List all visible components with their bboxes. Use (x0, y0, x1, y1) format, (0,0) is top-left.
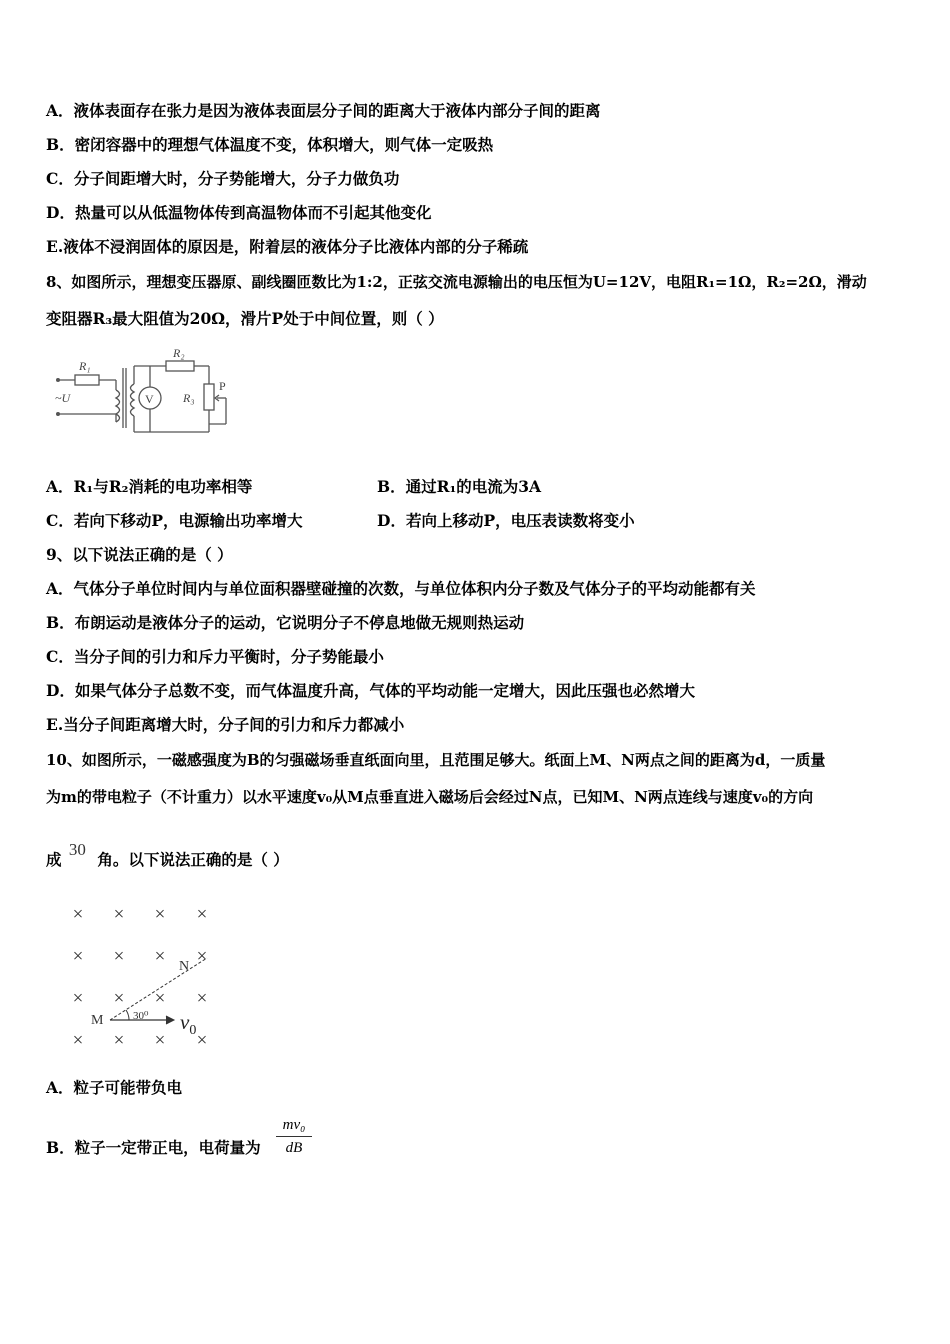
q8-circuit-figure (50, 344, 240, 436)
q9-stem: 9、以下说法正确的是（ ） (46, 545, 233, 564)
q8-stem-line1: 8、如图所示，理想变压器原、副线圈匝数比为1:2，正弦交流电源输出的电压恒为U=12V，电阻R₁=1Ω，R₂=2Ω，滑动 (46, 273, 867, 291)
label-r1: R₁ (79, 359, 91, 373)
field-cross: × (154, 1030, 166, 1051)
field-cross: × (196, 988, 208, 1009)
q10-magnetic-field-figure (64, 898, 224, 1054)
q9-option-a: A．气体分子单位时间内与单位面积器壁碰撞的次数，与单位体积内分子数及气体分子的平均动能都有关 (46, 579, 756, 598)
q9-option-c: C．当分子间的引力和斥力平衡时，分子势能最小 (46, 647, 384, 666)
q7-option-a: A．液体表面存在张力是因为液体表面层分子间的距离大于液体内部分子间的距离 (46, 101, 601, 120)
voltmeter-label: V (145, 392, 154, 406)
field-cross: × (72, 946, 84, 967)
field-cross: × (113, 946, 125, 967)
field-cross: × (196, 1030, 208, 1051)
q8-option-b: B．通过R₁的电流为3A (377, 477, 542, 496)
q7-option-b: B．密闭容器中的理想气体温度不变，体积增大，则气体一定吸热 (46, 135, 494, 154)
field-cross: × (113, 988, 125, 1009)
label-m: M (91, 1013, 104, 1028)
field-cross: × (113, 1030, 125, 1051)
field-cross: × (154, 946, 166, 967)
fraction-numerator: mv₀ (282, 1117, 306, 1133)
field-cross: × (113, 904, 125, 925)
label-u: ~U (55, 391, 71, 405)
fraction-denominator: dB (285, 1140, 303, 1156)
q10-stem-line2: 为m的带电粒子（不计重力）以水平速度v₀从M点垂直进入磁场后会经过N点，已知M、N两点连线与速度v₀的方向 (46, 788, 814, 806)
q7-option-e: E.液体不浸润固体的原因是，附着层的液体分子比液体内部的分子稀疏 (46, 237, 529, 256)
q8-option-d: D．若向上移动P，电压表读数将变小 (377, 511, 635, 530)
q8-stem-line2: 变阻器R₃最大阻值为20Ω，滑片P处于中间位置，则（ ） (46, 309, 444, 328)
label-r3: R₃ (183, 391, 195, 405)
q8-option-c: C．若向下移动P，电源输出功率增大 (46, 511, 303, 530)
angle-label: 30⁰ (133, 1010, 149, 1022)
field-cross: × (196, 946, 208, 967)
field-cross: × (72, 1030, 84, 1051)
q7-option-c: C．分子间距增大时，分子势能增大，分子力做负功 (46, 169, 400, 188)
q9-option-b: B．布朗运动是液体分子的运动，它说明分子不停息地做无规则热运动 (46, 613, 525, 632)
label-p: P (219, 379, 226, 393)
q10-option-b: B．粒子一定带正电，电荷量为 (46, 1138, 261, 1157)
field-cross: × (196, 904, 208, 925)
q8-option-a: A．R₁与R₂消耗的电功率相等 (46, 477, 253, 496)
q10-stem-line3-pre: 成 (46, 850, 62, 869)
label-n: N (179, 959, 190, 974)
field-cross: × (154, 988, 166, 1009)
q7-option-d: D．热量可以从低温物体传到高温物体而不引起其他变化 (46, 203, 432, 222)
q10-option-a: A．粒子可能带负电 (46, 1078, 183, 1097)
angle-superscript: 30 (68, 840, 86, 859)
q9-option-e: E.当分子间距离增大时，分子间的引力和斥力都减小 (46, 715, 405, 734)
q10-stem-line3 (46, 840, 289, 870)
q10-stem-line3-post: 角。以下说法正确的是（ ） (97, 850, 289, 869)
charge-fraction (276, 1115, 312, 1158)
q9-option-d: D．如果气体分子总数不变，而气体温度升高，气体的平均动能一定增大，因此压强也必然增大 (46, 681, 695, 700)
label-r2: R₂ (173, 346, 185, 360)
field-cross: × (72, 988, 84, 1009)
velocity-label: $v_0$ (180, 1010, 197, 1038)
field-cross: × (154, 904, 166, 925)
q10-stem-line1: 10、如图所示，一磁感强度为B的匀强磁场垂直纸面向里，且范围足够大。纸面上M、N两点之间的距离为d，一质量 (46, 751, 826, 769)
field-cross: × (72, 904, 84, 925)
